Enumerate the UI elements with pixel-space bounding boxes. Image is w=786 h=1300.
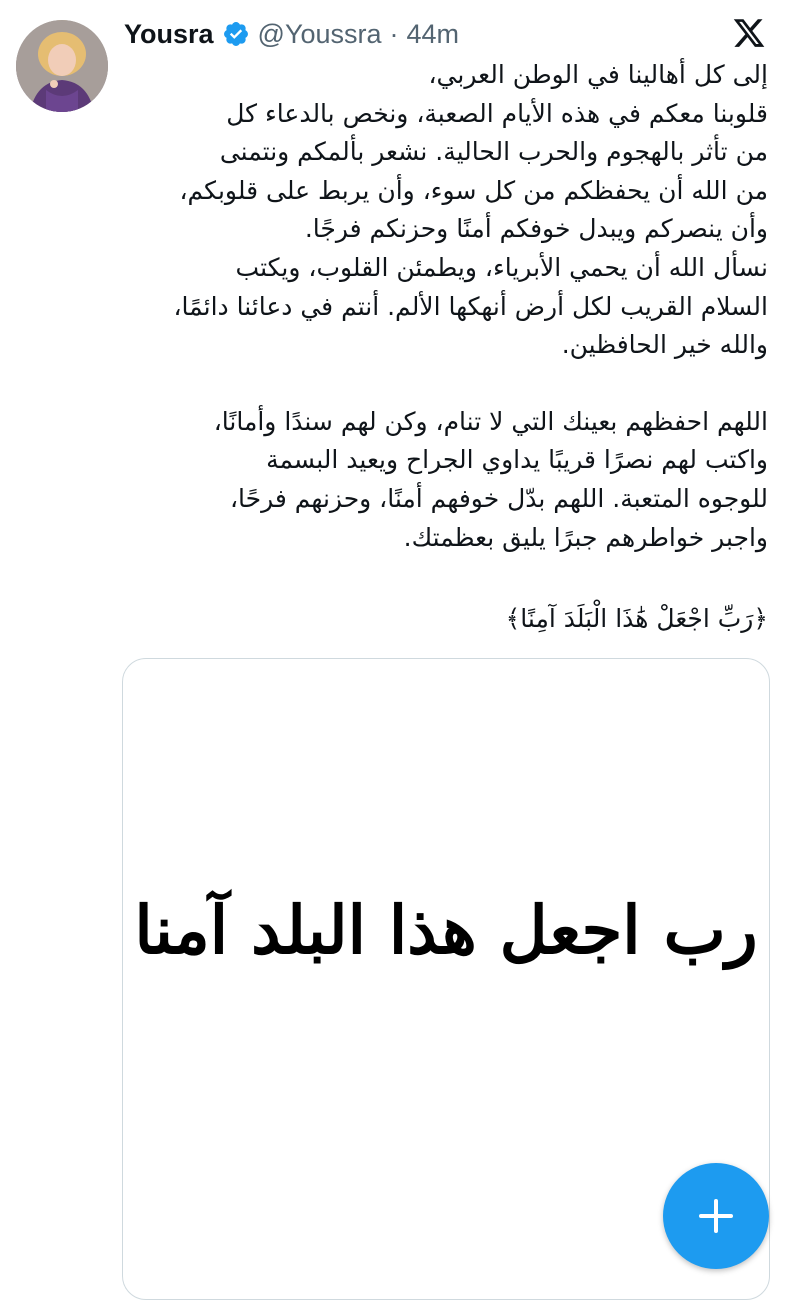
tweet-line: قلوبنا معكم في هذه الأيام الصعبة، ونخص بالدعاء كل (226, 98, 768, 128)
avatar-image (16, 20, 108, 112)
timestamp[interactable]: 44m (406, 18, 460, 49)
compose-button[interactable] (663, 1163, 769, 1269)
tweet-paragraph (124, 56, 768, 365)
tweet-line: إلى كل أهالينا في الوطن العربي، (428, 60, 768, 89)
author-name[interactable]: Yousra (124, 18, 214, 49)
tweet-line: واكتب لهم نصرًا قريبًا يداوي الجراح ويعيد البسمة (266, 445, 768, 475)
tweet-line: من الله أن يحفظكم من كل سوء، وأن يربط على قلوبكم، (179, 175, 768, 205)
tweet-header (124, 14, 459, 54)
author-handle[interactable]: @Youssra (257, 18, 382, 49)
x-logo-icon[interactable] (732, 16, 766, 50)
calligraphy-text: رب اجعل هذا البلد آمنا (134, 891, 758, 969)
tweet-line: واجبر خواطرهم جبرًا يليق بعظمتك. (403, 522, 768, 552)
tweet-line: والله خير الحافظين. (561, 330, 768, 360)
tweet-line: وأن ينصركم ويبدل خوفكم أمنًا وحزنكم فرجًا. (304, 214, 768, 244)
separator-dot: · (389, 18, 399, 49)
tweet-line: للوجوه المتعبة. اللهم بدّل خوفهم أمنًا، وحزنهم فرحًا، (229, 483, 768, 513)
tweet-line: نسأل الله أن يحمي الأبرياء، ويطمئن القلوب، ويكتب (235, 252, 768, 282)
tweet-text (124, 56, 768, 557)
quran-verse: ﴿رَبِّ اجْعَلْ هَٰذَا الْبَلَدَ آمِنًا﴾ (505, 604, 768, 633)
tweet-line: السلام القريب لكل أرض أنهكها الألم. أنتم في دعائنا دائمًا، (173, 291, 768, 321)
tweet-line: من تأثر بالهجوم والحرب الحالية. نشعر بألمكم ونتمنى (219, 137, 768, 167)
avatar[interactable] (16, 20, 108, 112)
verified-badge-icon (222, 20, 250, 48)
tweet-paragraph (124, 403, 768, 557)
plus-icon (696, 1196, 736, 1236)
tweet-line: اللهم احفظهم بعينك التي لا تنام، وكن لهم سندًا وأمانًا، (213, 406, 768, 436)
